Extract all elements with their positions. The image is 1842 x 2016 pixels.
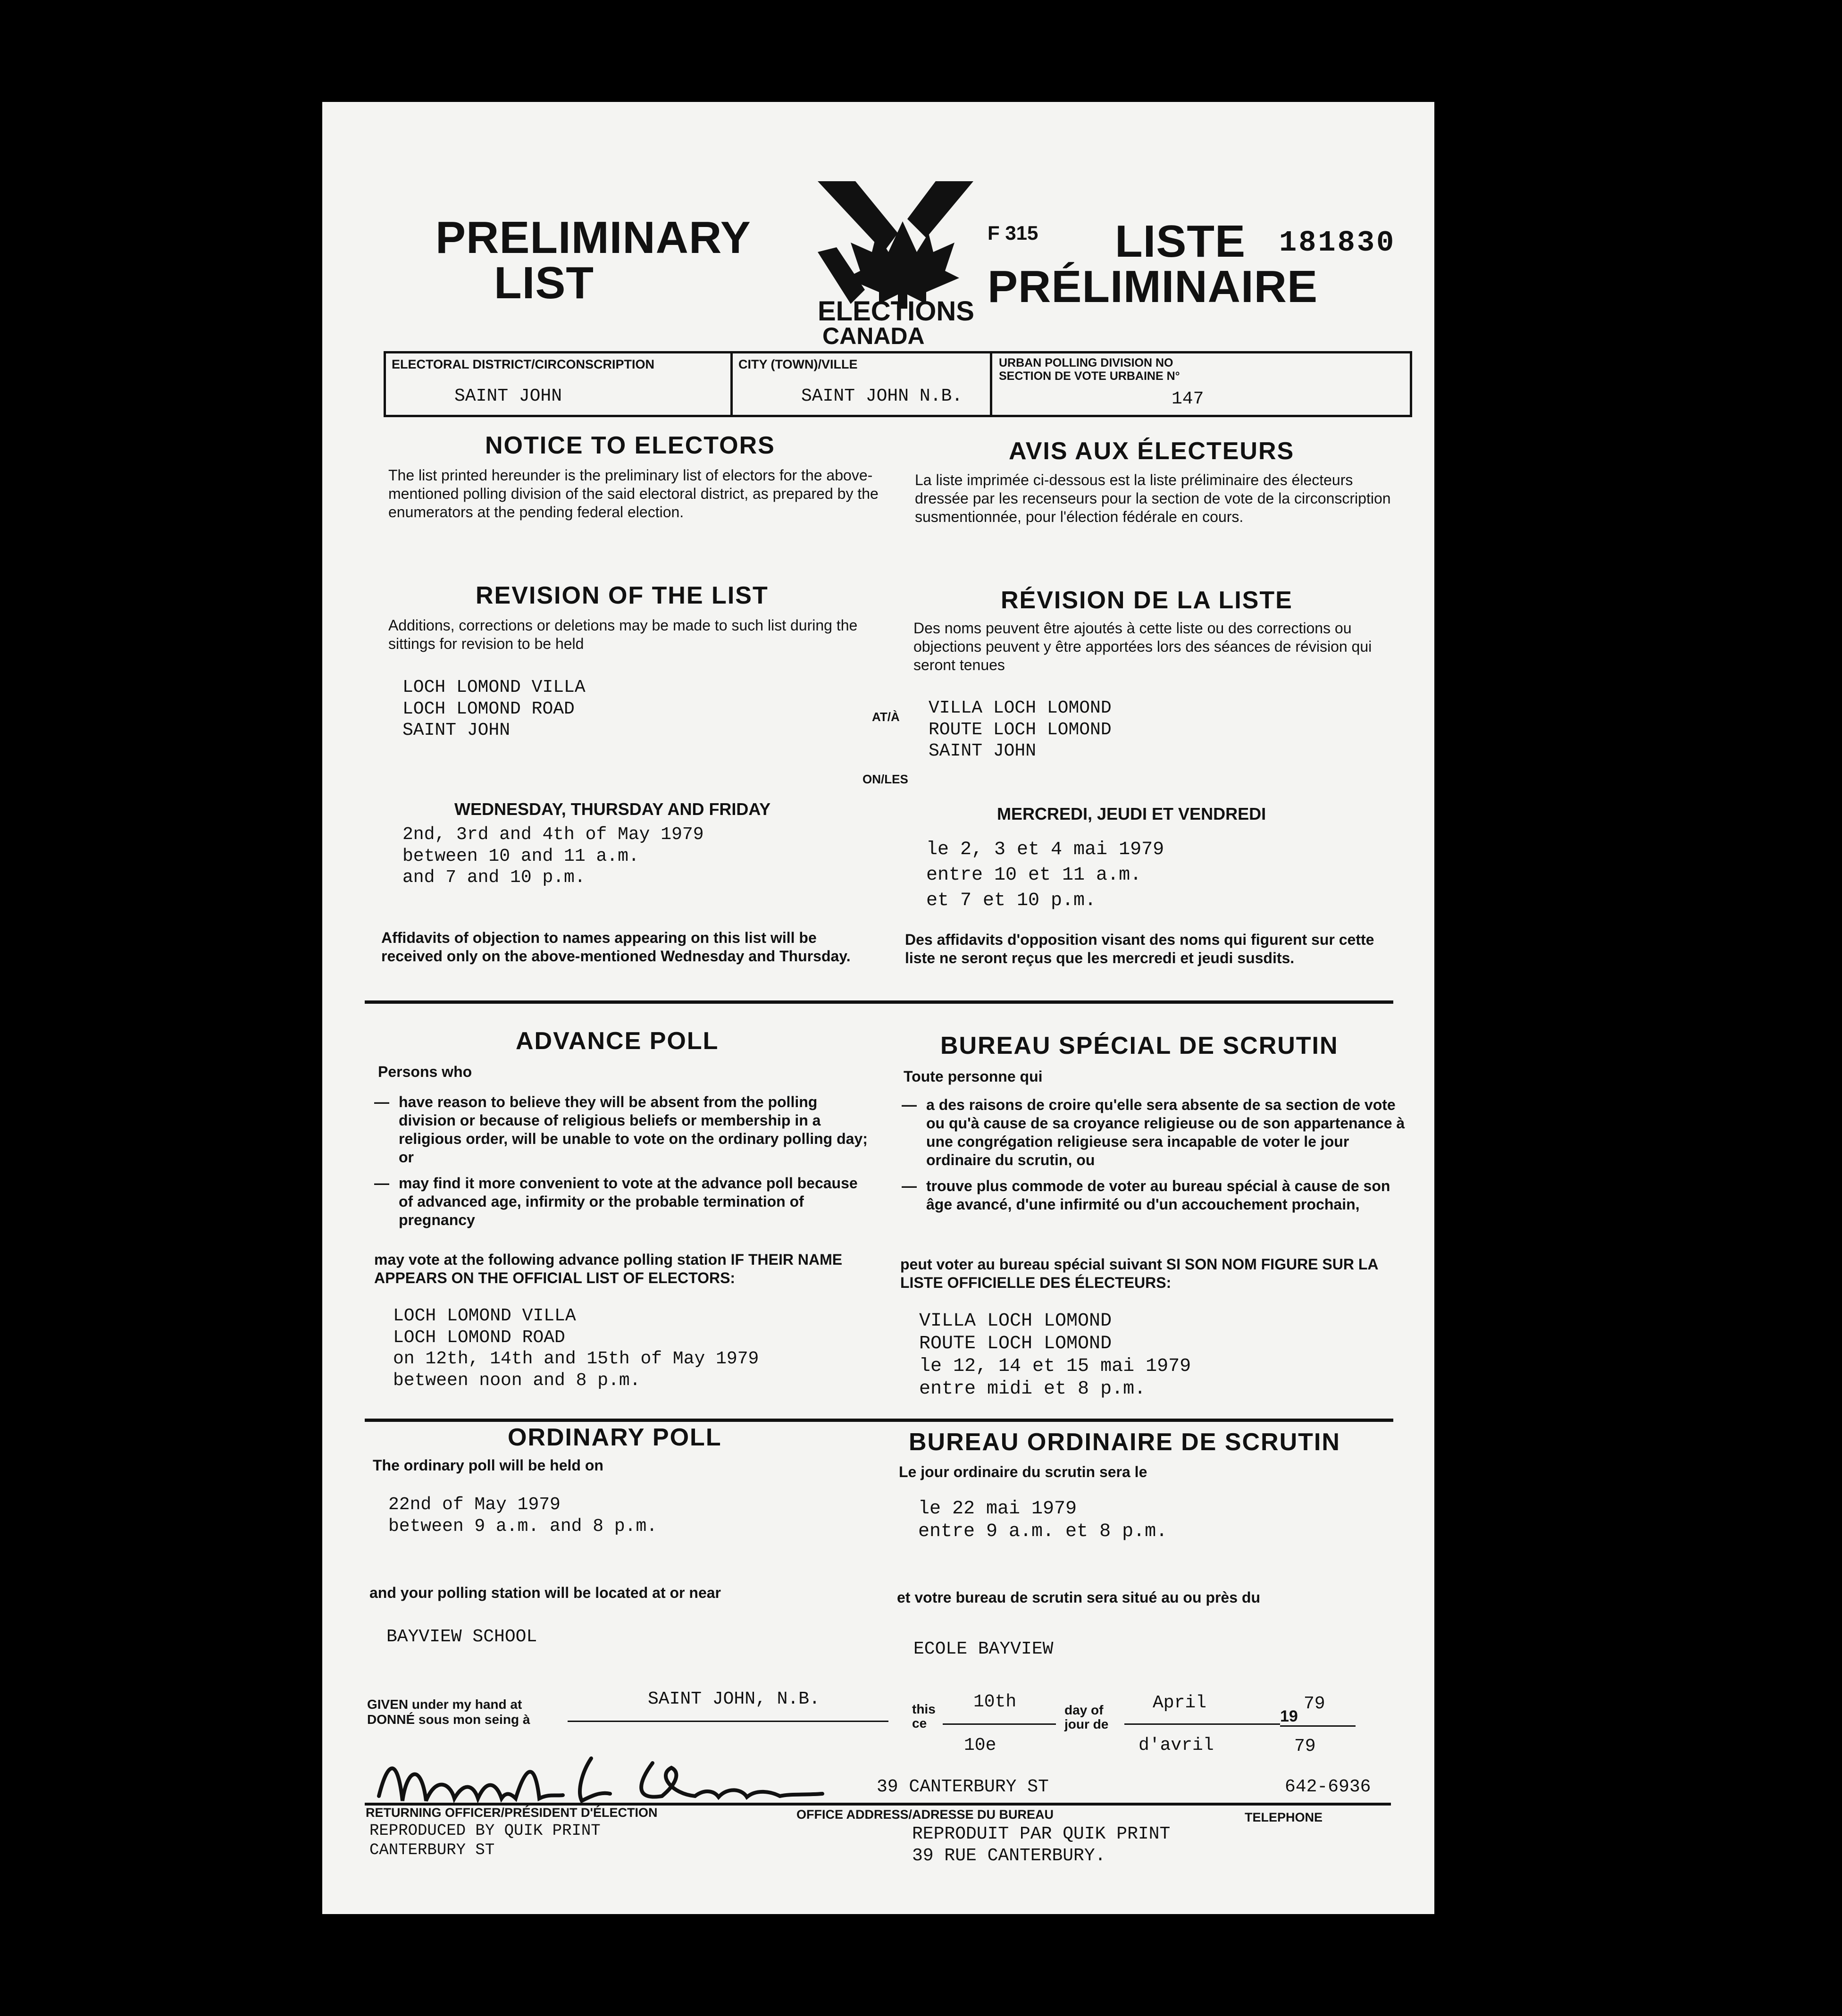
station-note-en: and your polling station will be located at or near bbox=[369, 1584, 721, 1601]
logo-text-canada: CANADA bbox=[822, 323, 925, 349]
reproduced-en-line: REPRODUCED BY QUIK PRINT bbox=[369, 1822, 601, 1840]
form-number: F 315 bbox=[988, 222, 1038, 244]
district-label: ELECTORAL DISTRICT/CIRCONSCRIPTION bbox=[392, 357, 655, 371]
ordinary-date-fr-line: le 22 mai 1979 bbox=[918, 1498, 1077, 1520]
given-day-en: 10th bbox=[973, 1692, 1017, 1712]
notice-heading-fr: AVIS AUX ÉLECTEURS bbox=[1009, 437, 1295, 465]
polling-division-cell bbox=[992, 353, 1407, 415]
office-address-value: 39 CANTERBURY ST bbox=[877, 1777, 1049, 1797]
city-value: SAINT JOHN N.B. bbox=[801, 386, 963, 406]
given-label-fr: DONNÉ sous mon seing à bbox=[367, 1712, 530, 1727]
revision-place-en bbox=[402, 677, 586, 741]
city-cell bbox=[733, 353, 992, 415]
reproduced-en-line: CANTERBURY ST bbox=[369, 1841, 495, 1859]
reproduced-fr-line: 39 RUE CANTERBURY. bbox=[912, 1845, 1106, 1866]
given-month-en: April bbox=[1153, 1693, 1207, 1713]
ordinary-date-en bbox=[388, 1494, 657, 1537]
document-page bbox=[322, 102, 1434, 1914]
serial-number: 181830 bbox=[1279, 226, 1396, 260]
title-en-line-1: PRELIMINARY bbox=[435, 212, 751, 263]
title-fr-line-1: LISTE bbox=[1115, 216, 1246, 267]
telephone-value: 642-6936 bbox=[1285, 1777, 1371, 1797]
title-en-line-2: LIST bbox=[494, 258, 594, 308]
advance-place-en-line: LOCH LOMOND VILLA bbox=[393, 1306, 576, 1326]
advance-place-en-line: LOCH LOMOND ROAD bbox=[393, 1327, 565, 1348]
returning-officer-label: RETURNING OFFICER/PRÉSIDENT D'ÉLECTION bbox=[366, 1806, 658, 1820]
revision-place-fr bbox=[929, 697, 1112, 762]
revision-place-en-line: LOCH LOMOND VILLA bbox=[402, 677, 586, 697]
ordinary-heading-en: ORDINARY POLL bbox=[508, 1424, 722, 1451]
ordinary-date-en-line: 22nd of May 1979 bbox=[388, 1495, 561, 1515]
revision-date-fr-line: entre 10 et 11 a.m. bbox=[926, 865, 1142, 886]
district-cell bbox=[386, 353, 733, 415]
revision-dates-en bbox=[402, 824, 704, 889]
given-month-fr: d'avril bbox=[1139, 1735, 1214, 1756]
advance-item-fr: — a des raisons de croire qu'elle sera absente de sa section de vote ou qu'à cause de sa croyance religieuse ou de son appartenance à une congrégation religieuse sera incapable de voter le jour ordinaire du scrutin, ou bbox=[902, 1096, 1407, 1169]
polling-station-en: BAYVIEW SCHOOL bbox=[386, 1627, 537, 1647]
district-value: SAINT JOHN bbox=[454, 386, 562, 406]
advance-place-en-line: between noon and 8 p.m. bbox=[393, 1370, 641, 1391]
month-line bbox=[1124, 1723, 1280, 1725]
given-day-fr: 10e bbox=[964, 1735, 996, 1756]
polling-station-fr: ECOLE BAYVIEW bbox=[913, 1639, 1054, 1659]
revision-heading-en: REVISION OF THE LIST bbox=[476, 582, 769, 609]
revision-date-fr-line: et 7 et 10 p.m. bbox=[926, 890, 1097, 911]
station-note-fr: et votre bureau de scrutin sera situé au ou près du bbox=[897, 1589, 1260, 1606]
notice-body-fr: La liste imprimée ci-dessous est la liste préliminaire des électeurs dressée par les recenseurs pour la section de vote de la circonscription susmentionnée, pour l'élection fédérale en cours. bbox=[915, 471, 1391, 526]
advance-place-en bbox=[393, 1305, 759, 1391]
ordinary-heading-fr: BUREAU ORDINAIRE DE SCRUTIN bbox=[909, 1428, 1340, 1456]
advance-place-fr-line: le 12, 14 et 15 mai 1979 bbox=[919, 1356, 1191, 1377]
revision-body-fr: Des noms peuvent être ajoutés à cette liste ou des corrections ou objections peuvent y être apportées lors des séances de révision qui seront tenues bbox=[913, 620, 1372, 674]
advance-item-en: — may find it more convenient to vote at the advance poll because of advanced age, infirmity or the probable termination of pregnancy bbox=[374, 1174, 870, 1229]
year-line bbox=[1280, 1725, 1356, 1727]
division-label-en: URBAN POLLING DIVISION NO bbox=[999, 356, 1173, 370]
reproduced-by-en bbox=[369, 1822, 601, 1860]
ordinary-date-en-line: between 9 a.m. and 8 p.m. bbox=[388, 1516, 658, 1537]
division-value: 147 bbox=[1172, 389, 1204, 409]
affidavit-en: Affidavits of objection to names appearing on this list will be received only on the above-mentioned Wednesday and Thursday. bbox=[381, 929, 851, 965]
division-info-box bbox=[384, 351, 1412, 417]
ce-label: ce bbox=[912, 1716, 927, 1730]
day-of-label-fr: jour de bbox=[1064, 1717, 1109, 1731]
affidavit-fr: Des affidavits d'opposition visant des noms qui figurent sur cette liste ne seront reçus que les mercredi et jeudi susdits. bbox=[905, 931, 1374, 967]
revision-days-fr: MERCREDI, JEUDI ET VENDREDI bbox=[997, 804, 1266, 823]
advance-list-en bbox=[374, 1093, 870, 1237]
ordinary-date-fr bbox=[918, 1498, 1167, 1543]
division-label-fr: SECTION DE VOTE URBAINE N° bbox=[999, 370, 1180, 383]
elections-canada-logo bbox=[818, 181, 988, 349]
at-label: AT/À bbox=[872, 710, 900, 724]
revision-place-fr-line: ROUTE LOCH LOMOND bbox=[929, 719, 1112, 740]
advance-heading-en: ADVANCE POLL bbox=[516, 1027, 719, 1055]
revision-date-en-line: between 10 and 11 a.m. bbox=[402, 846, 639, 866]
advance-outro-fr: peut voter au bureau spécial suivant SI SON NOM FIGURE SUR LA LISTE OFFICIELLE DES ÉLECTEURS: bbox=[900, 1256, 1378, 1292]
revision-date-en-line: 2nd, 3rd and 4th of May 1979 bbox=[402, 824, 704, 845]
title-en bbox=[435, 212, 751, 308]
ordinary-intro-en: The ordinary poll will be held on bbox=[373, 1457, 603, 1474]
advance-place-fr-line: VILLA LOCH LOMOND bbox=[919, 1310, 1112, 1332]
section-divider bbox=[365, 1419, 1393, 1422]
title-fr-line-2: PRÉLIMINAIRE bbox=[988, 261, 1318, 312]
revision-place-fr-line: SAINT JOHN bbox=[929, 741, 1037, 762]
revision-heading-fr: RÉVISION DE LA LISTE bbox=[1001, 587, 1293, 614]
advance-place-en-line: on 12th, 14th and 15th of May 1979 bbox=[393, 1349, 759, 1369]
advance-outro-en: may vote at the following advance polling station IF THEIR NAME APPEARS ON THE OFFICIAL LIST OF ELECTORS: bbox=[374, 1251, 843, 1287]
revision-date-en-line: and 7 and 10 p.m. bbox=[402, 867, 586, 888]
city-label: CITY (TOWN)/VILLE bbox=[738, 357, 858, 371]
advance-place-fr-line: entre midi et 8 p.m. bbox=[919, 1378, 1146, 1400]
notice-body-en: The list printed hereunder is the preliminary list of electors for the above-mentioned polling division of the said electoral district, as prepared by the enumerators at the pending federal election. bbox=[388, 467, 879, 521]
advance-list-fr bbox=[902, 1096, 1407, 1221]
revision-place-en-line: SAINT JOHN bbox=[402, 720, 511, 741]
given-place-line bbox=[568, 1721, 888, 1722]
revision-place-en-line: LOCH LOMOND ROAD bbox=[402, 698, 575, 719]
revision-dates-fr bbox=[926, 837, 1164, 914]
revision-days-en: WEDNESDAY, THURSDAY AND FRIDAY bbox=[454, 799, 771, 819]
on-label: ON/LES bbox=[862, 772, 908, 786]
revision-body-en: Additions, corrections or deletions may be made to such list during the sittings for revision to be held bbox=[388, 617, 858, 653]
section-divider bbox=[365, 1000, 1393, 1004]
reproduced-by-fr bbox=[912, 1823, 1170, 1866]
revision-date-fr-line: le 2, 3 et 4 mai 1979 bbox=[926, 839, 1164, 860]
advance-heading-fr: BUREAU SPÉCIAL DE SCRUTIN bbox=[940, 1032, 1339, 1059]
given-label-en: GIVEN under my hand at bbox=[367, 1697, 522, 1712]
given-year-en: 79 bbox=[1304, 1694, 1325, 1714]
given-year-fr: 79 bbox=[1294, 1736, 1316, 1756]
advance-place-fr bbox=[919, 1310, 1191, 1401]
year-prefix: 19 bbox=[1280, 1707, 1298, 1725]
ordinary-intro-fr: Le jour ordinaire du scrutin sera le bbox=[899, 1463, 1147, 1480]
notice-heading-en: NOTICE TO ELECTORS bbox=[485, 432, 775, 459]
advance-intro-en: Persons who bbox=[378, 1063, 472, 1080]
logo-text-elections: ELECTIONS bbox=[818, 296, 974, 327]
advance-intro-fr: Toute personne qui bbox=[904, 1068, 1043, 1085]
office-address-label: OFFICE ADDRESS/ADRESSE DU BUREAU bbox=[796, 1807, 1054, 1822]
reproduced-fr-line: REPRODUIT PAR QUIK PRINT bbox=[912, 1824, 1171, 1844]
advance-item-en: — have reason to believe they will be absent from the polling division or because of religious beliefs or membership in a religious order, will be unable to vote on the ordinary polling day; or bbox=[374, 1093, 870, 1167]
ordinary-date-fr-line: entre 9 a.m. et 8 p.m. bbox=[918, 1521, 1168, 1542]
telephone-label: TELEPHONE bbox=[1245, 1810, 1323, 1824]
advance-item-fr: — trouve plus commode de voter au bureau spécial à cause de son âge avancé, d'une infirmité ou d'un accouchement prochain, bbox=[902, 1177, 1407, 1214]
advance-place-fr-line: ROUTE LOCH LOMOND bbox=[919, 1333, 1112, 1354]
revision-place-fr-line: VILLA LOCH LOMOND bbox=[929, 698, 1112, 718]
given-place-value: SAINT JOHN, N.B. bbox=[648, 1689, 820, 1709]
day-line bbox=[943, 1723, 1056, 1725]
day-of-label-en: day of bbox=[1064, 1703, 1104, 1717]
this-label: this bbox=[912, 1702, 936, 1716]
